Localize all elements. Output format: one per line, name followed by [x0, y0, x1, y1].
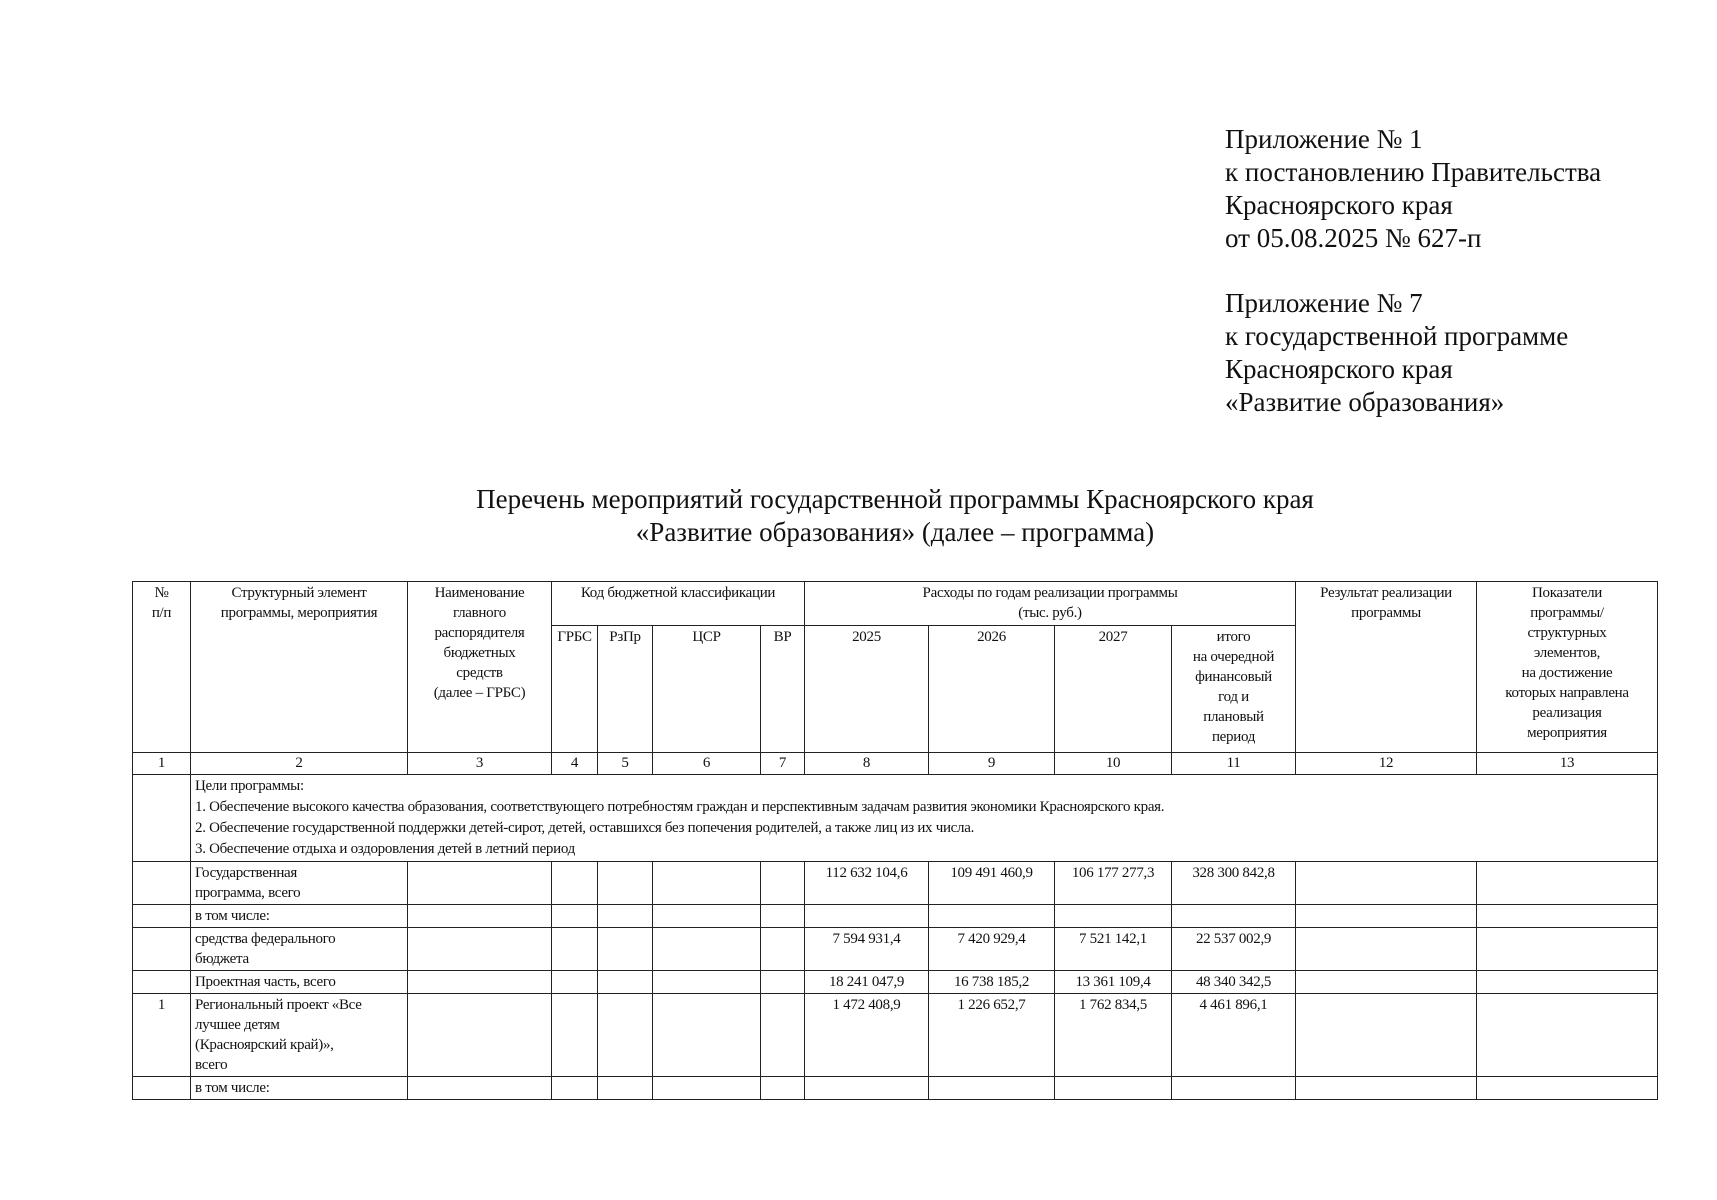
- row-element: [191, 862, 408, 905]
- row-element: [191, 971, 408, 994]
- row-rzpr: [598, 1077, 653, 1100]
- header-element-line: программы, мероприятия: [220, 605, 378, 621]
- document-title: [0, 483, 1717, 549]
- row-grbs: [552, 928, 598, 971]
- row-2026: 7 420 929,4: [929, 928, 1055, 971]
- header-indicators-line: реализация: [1532, 705, 1602, 721]
- column-number: 11: [1172, 753, 1296, 775]
- row-element-line: лучшее детям: [195, 1017, 280, 1033]
- row-2026: [929, 1077, 1055, 1100]
- header-csr: ЦСР: [653, 626, 761, 753]
- header-indicators-line: структурных: [1527, 625, 1607, 641]
- header-total-line: плановый: [1203, 709, 1264, 725]
- header-indicators-line: программы/: [1530, 605, 1604, 621]
- header-indicators-line: элементов,: [1533, 645, 1601, 661]
- appendix-7-block: [1225, 287, 1568, 419]
- appendix-1-line: Приложение № 1: [1225, 124, 1423, 154]
- header-grbs-name-line: главного: [452, 605, 507, 621]
- header-total-line: период: [1211, 729, 1256, 745]
- row-csr: [653, 971, 761, 994]
- header-grbs-name: [408, 582, 552, 753]
- row-grbs: [552, 1077, 598, 1100]
- row-element-line: Региональный проект «Все: [195, 997, 362, 1013]
- header-year-2027: 2027: [1055, 626, 1172, 753]
- row-vr: [761, 862, 805, 905]
- column-number: 2: [191, 753, 408, 775]
- row-element-line: средства федерального: [195, 931, 336, 947]
- column-number: 13: [1477, 753, 1658, 775]
- row-2026: 109 491 460,9: [929, 862, 1055, 905]
- row-grbs: [552, 905, 598, 928]
- header-element: [191, 582, 408, 753]
- appendix-1-block: [1225, 123, 1601, 255]
- goal-item: 1. Обеспечение высокого качества образования, соответствующего потребностям граждан и перспективным задачам развития экономики Красноярского края.: [195, 799, 1165, 815]
- document-title-line-2: «Развитие образования» (далее – программа): [635, 517, 1155, 547]
- row-num: 1: [133, 994, 191, 1077]
- row-grbs: [552, 862, 598, 905]
- row-grbs: [552, 971, 598, 994]
- row-element-line: Проектная часть, всего: [195, 974, 336, 990]
- appendix-1-line: Красноярского края: [1225, 190, 1453, 220]
- goals-heading: Цели программы:: [195, 778, 304, 794]
- row-vr: [761, 994, 805, 1077]
- goal-item: 3. Обеспечение отдыха и оздоровления детей в летний период: [195, 841, 575, 857]
- header-grbs-name-line: распорядителя: [434, 625, 525, 641]
- header-grbs-name-line: бюджетных: [443, 645, 516, 661]
- row-2026: 16 738 185,2: [929, 971, 1055, 994]
- row-element: [191, 928, 408, 971]
- row-2027: [1055, 1077, 1172, 1100]
- header-year-2026: 2026: [929, 626, 1055, 753]
- row-vr: [761, 1077, 805, 1100]
- row-indicators: [1477, 971, 1658, 994]
- row-2025: [805, 905, 929, 928]
- row-num: [133, 905, 191, 928]
- row-grbs-name: [408, 905, 552, 928]
- row-grbs: [552, 994, 598, 1077]
- row-2027: 13 361 109,4: [1055, 971, 1172, 994]
- row-2025: 7 594 931,4: [805, 928, 929, 971]
- column-number: 12: [1296, 753, 1477, 775]
- goals-cell: [191, 775, 1658, 862]
- row-vr: [761, 905, 805, 928]
- header-indicators-line: мероприятия: [1527, 725, 1607, 741]
- table-row: [133, 928, 1658, 971]
- header-num: [133, 582, 191, 753]
- header-result-line: Результат реализации: [1320, 585, 1452, 601]
- row-indicators: [1477, 862, 1658, 905]
- row-result: [1296, 1077, 1477, 1100]
- row-element-line: (Красноярский край)»,: [195, 1037, 334, 1053]
- row-element-line: Государственная: [195, 865, 298, 881]
- goal-item: 2. Обеспечение государственной поддержки детей-сирот, детей, оставшихся без попечения родителей, а также лиц из их числа.: [195, 820, 975, 836]
- header-indicators: [1477, 582, 1658, 753]
- row-result: [1296, 928, 1477, 971]
- goals-num-cell: [133, 775, 191, 862]
- table-row: [133, 994, 1658, 1077]
- row-2026: 1 226 652,7: [929, 994, 1055, 1077]
- row-rzpr: [598, 971, 653, 994]
- row-total: [1172, 1077, 1296, 1100]
- appendix-1-line: от 05.08.2025 № 627-п: [1225, 223, 1482, 253]
- column-number: 10: [1055, 753, 1172, 775]
- appendix-7-line: Красноярского края: [1225, 354, 1453, 384]
- row-total: 48 340 342,5: [1172, 971, 1296, 994]
- row-indicators: [1477, 1077, 1658, 1100]
- row-element-line: в том числе:: [195, 908, 270, 924]
- header-indicators-line: на достижение: [1521, 665, 1613, 681]
- row-element-line: бюджета: [195, 951, 249, 967]
- column-number: 1: [133, 753, 191, 775]
- row-total: [1172, 905, 1296, 928]
- row-grbs-name: [408, 1077, 552, 1100]
- column-number: 9: [929, 753, 1055, 775]
- row-indicators: [1477, 905, 1658, 928]
- header-total-line: финансовый: [1195, 669, 1272, 685]
- row-result: [1296, 905, 1477, 928]
- row-2025: [805, 1077, 929, 1100]
- row-csr: [653, 928, 761, 971]
- row-total: 22 537 002,9: [1172, 928, 1296, 971]
- header-rzpr: РзПр: [598, 626, 653, 753]
- row-result: [1296, 862, 1477, 905]
- column-numbers-row: [133, 753, 1658, 775]
- header-total-line: на очередной: [1192, 649, 1275, 665]
- row-grbs-name: [408, 862, 552, 905]
- row-2027: [1055, 905, 1172, 928]
- row-result: [1296, 971, 1477, 994]
- header-grbs: ГРБС: [552, 626, 598, 753]
- column-number: 6: [653, 753, 761, 775]
- row-indicators: [1477, 994, 1658, 1077]
- row-csr: [653, 862, 761, 905]
- row-total: 328 300 842,8: [1172, 862, 1296, 905]
- table-row: [133, 862, 1658, 905]
- header-indicators-line: которых направлена: [1505, 685, 1629, 701]
- row-grbs-name: [408, 994, 552, 1077]
- column-number: 3: [408, 753, 552, 775]
- header-grbs-name-line: средств: [456, 665, 503, 681]
- row-num: [133, 1077, 191, 1100]
- header-indicators-line: Показатели: [1532, 585, 1602, 601]
- row-csr: [653, 1077, 761, 1100]
- header-budget-code: Код бюджетной классификации: [552, 582, 805, 626]
- row-rzpr: [598, 994, 653, 1077]
- row-total: 4 461 896,1: [1172, 994, 1296, 1077]
- row-num: [133, 971, 191, 994]
- row-csr: [653, 905, 761, 928]
- row-element-line: в том числе:: [195, 1080, 270, 1096]
- row-num: [133, 928, 191, 971]
- header-element-line: Структурный элемент: [231, 585, 367, 601]
- row-element-line: программа, всего: [195, 885, 301, 901]
- appendix-7-line: «Развитие образования»: [1225, 387, 1505, 417]
- table-row: [133, 971, 1658, 994]
- header-year-2025: 2025: [805, 626, 929, 753]
- row-element: [191, 994, 408, 1077]
- header-grbs-name-line: Наименование: [434, 585, 525, 601]
- row-indicators: [1477, 928, 1658, 971]
- appendix-1-line: к постановлению Правительства: [1225, 157, 1602, 187]
- column-number: 7: [761, 753, 805, 775]
- row-2025: 18 241 047,9: [805, 971, 929, 994]
- header-total-line: итого: [1216, 629, 1251, 645]
- row-num: [133, 862, 191, 905]
- row-2027: 1 762 834,5: [1055, 994, 1172, 1077]
- row-2027: 106 177 277,3: [1055, 862, 1172, 905]
- column-number: 5: [598, 753, 653, 775]
- appendix-7-line: к государственной программе: [1225, 321, 1569, 351]
- header-vr: ВР: [761, 626, 805, 753]
- header-result-line: программы: [1351, 605, 1421, 621]
- row-rzpr: [598, 905, 653, 928]
- document-title-line-1: Перечень мероприятий государственной программы Красноярского края: [476, 484, 1314, 514]
- row-rzpr: [598, 928, 653, 971]
- column-number: 4: [552, 753, 598, 775]
- row-grbs-name: [408, 928, 552, 971]
- goals-row: [133, 775, 1658, 862]
- header-num-line: п/п: [151, 605, 172, 621]
- row-grbs-name: [408, 971, 552, 994]
- table-row: [133, 905, 1658, 928]
- row-vr: [761, 971, 805, 994]
- row-2025: 112 632 104,6: [805, 862, 929, 905]
- header-expenses: [805, 582, 1296, 626]
- header-expenses-line: Расходы по годам реализации программы: [922, 585, 1178, 601]
- row-element-line: всего: [195, 1057, 228, 1073]
- header-grbs-name-line: (далее – ГРБС): [433, 685, 526, 701]
- row-2027: 7 521 142,1: [1055, 928, 1172, 971]
- column-number: 8: [805, 753, 929, 775]
- measures-table: [132, 581, 1658, 1100]
- row-element: [191, 1077, 408, 1100]
- appendix-7-line: Приложение № 7: [1225, 288, 1423, 318]
- row-2025: 1 472 408,9: [805, 994, 929, 1077]
- header-num-line: №: [154, 585, 169, 601]
- row-vr: [761, 928, 805, 971]
- row-result: [1296, 994, 1477, 1077]
- header-result: [1296, 582, 1477, 753]
- header-total: [1172, 626, 1296, 753]
- header-total-line: год и: [1218, 689, 1249, 705]
- header-expenses-line: (тыс. руб.): [1018, 605, 1082, 621]
- table-row: [133, 1077, 1658, 1100]
- row-rzpr: [598, 862, 653, 905]
- row-2026: [929, 905, 1055, 928]
- row-element: [191, 905, 408, 928]
- row-csr: [653, 994, 761, 1077]
